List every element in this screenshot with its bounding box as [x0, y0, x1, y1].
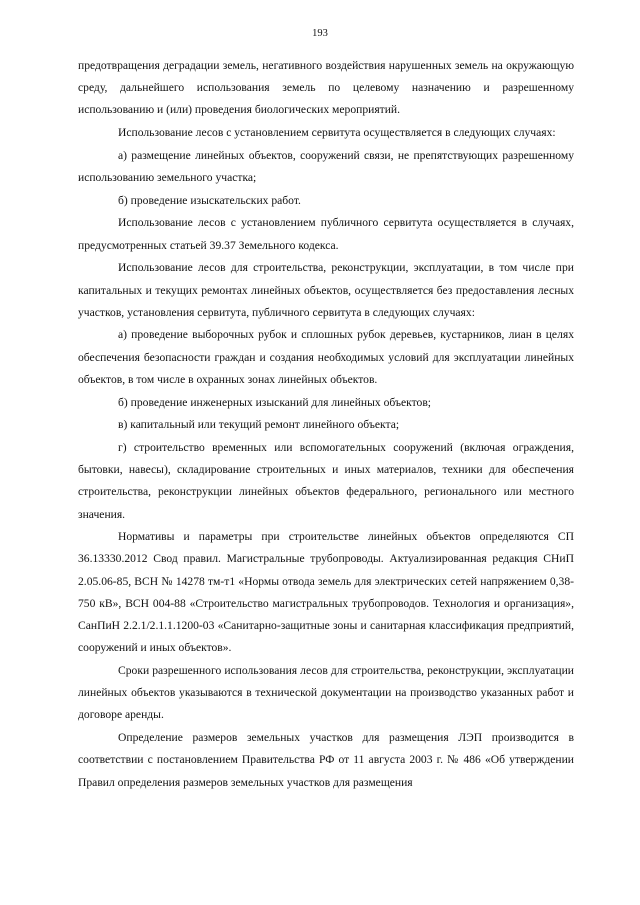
paragraph: Использование лесов с установлением сервитута осуществляется в следующих случаях: — [118, 126, 556, 140]
page-number: 193 — [312, 28, 328, 39]
list-item: б) проведение инженерных изысканий для линейных объектов; — [118, 395, 432, 409]
paragraph: Определение размеров земельных участков для размещения ЛЭП производится в соответствии с постановлением Правительства РФ от 11 августа 2003 г. № 486 «Об утверждении Правил определения размеров земельных участков для размещения — [78, 731, 574, 789]
list-item: а) проведение выборочных рубок и сплошных рубок деревьев, кустарников, лиан в целях обеспечения безопасности граждан и создания необходимых условий для эксплуатации линейных объектов, в том числе в охранных зонах линейных объектов. — [78, 328, 574, 386]
list-item: б) проведение изыскательских работ. — [118, 193, 301, 207]
list-item: г) строительство временных или вспомогательных сооружений (включая ограждения, бытовки, навесы), складирование строительных и иных материалов, техники для обеспечения строительства, реконструкции линейных объектов федерального, регионального или местного значения. — [78, 440, 574, 521]
list-item: в) капитальный или текущий ремонт линейного объекта; — [118, 418, 400, 432]
document-body — [78, 55, 574, 794]
paragraph: Использование лесов с установлением публичного сервитута осуществляется в случаях, предусмотренных статьей 39.37 Земельного кодекса. — [78, 216, 574, 252]
paragraph: Использование лесов для строительства, реконструкции, эксплуатации, в том числе при капитальных и текущих ремонтах линейных объектов, осуществляется без предоставления лесных участков, установления сервитута, публичного сервитута в следующих случаях: — [78, 261, 574, 319]
list-item: а) размещение линейных объектов, сооружений связи, не препятствующих разрешенному использованию земельного участка; — [78, 148, 574, 185]
paragraph-continuation: предотвращения деградации земель, негативного воздействия нарушенных земель на окружающую среду, дальнейшего использования земель по целевому назначению и разрешенному использованию и (или) проведения биологических мероприятий. — [78, 59, 574, 117]
paragraph: Сроки разрешенного использования лесов для строительства, реконструкции, эксплуатации линейных объектов указываются в технической документации на производство указанных работ и договоре аренды. — [78, 663, 574, 722]
paragraph: Нормативы и параметры при строительстве линейных объектов определяются СП 36.13330.2012 Свод правил. Магистральные трубопроводы. Актуализированная редакция СНиП 2.05.06-85, ВСН № 14278 тм-т1 «Нормы отвода земель для электрических сетей напряжением 0,38-750 кВ», ВСН 004-88 «Строительство магистральных трубопроводов. Технология и организация», СанПиН 2.2.1/2.1.1.1200-03 «Санитарно-защитные зоны и санитарная классификация предприятий, сооружений и иных объектов». — [78, 530, 574, 655]
